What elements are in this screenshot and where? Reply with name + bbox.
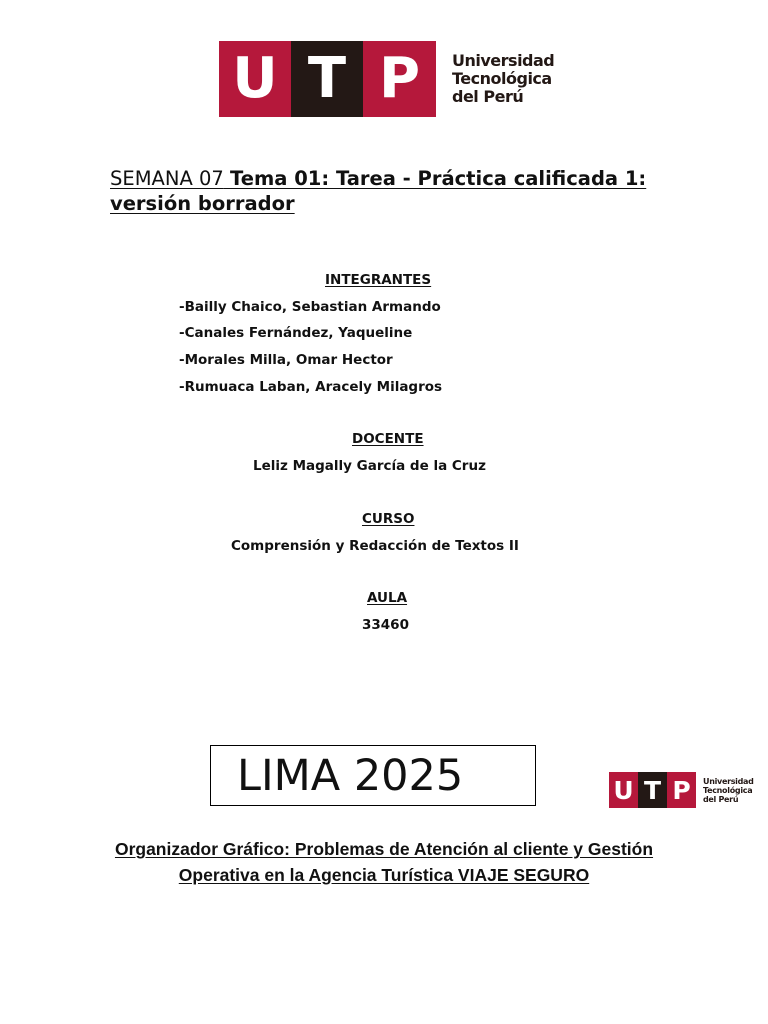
city-year-box: [210, 745, 536, 806]
course-heading: CURSO: [362, 511, 415, 527]
logo-brand-line-3: del Perú: [703, 794, 739, 804]
teacher-name: Leliz Magally García de la Cruz: [253, 458, 486, 474]
logo-letter-u: U: [219, 41, 291, 117]
classroom-heading: AULA: [367, 590, 408, 606]
logo-brand-line-2: Tecnológica: [703, 785, 753, 795]
document-subtitle: [94, 836, 674, 888]
teacher-heading: DOCENTE: [352, 431, 424, 447]
utp-logo-small: [609, 772, 754, 808]
utp-logo-large: [219, 41, 554, 117]
title-week: SEMANA 07: [110, 167, 224, 190]
member-name: -Rumuaca Laban, Aracely Milagros: [179, 379, 443, 395]
logo-blocks: [219, 41, 436, 117]
subtitle-line-2: Operativa en la Agencia Turística VIAJE SEGURO: [178, 865, 590, 885]
classroom-number: 33460: [362, 617, 409, 633]
logo-brand-line-3: del Perú: [452, 87, 524, 106]
member-name: -Bailly Chaico, Sebastian Armando: [179, 299, 441, 315]
logo-brand-line-1: Universidad: [703, 776, 754, 786]
member-name: -Canales Fernández, Yaqueline: [179, 325, 413, 341]
logo-letter-t: T: [291, 41, 363, 117]
logo-brand-text: [703, 777, 754, 804]
logo-letter-p: P: [667, 772, 696, 808]
logo-letter-t: T: [638, 772, 667, 808]
course-name: Comprensión y Redacción de Textos II: [231, 538, 519, 554]
logo-letter-p: P: [363, 41, 436, 117]
members-heading: INTEGRANTES: [325, 272, 432, 288]
logo-brand-line-1: Universidad: [452, 51, 555, 70]
logo-letter-u: U: [609, 772, 638, 808]
document-title: [110, 166, 670, 216]
logo-brand-line-2: Tecnológica: [452, 69, 552, 88]
subtitle-line-1: Organizador Gráfico: Problemas de Atención al cliente y Gestión: [114, 839, 654, 859]
city-year-text: LIMA 2025: [237, 751, 464, 801]
logo-brand-text: [452, 52, 554, 106]
title-topic: Tema 01: Tarea - Práctica calificada 1: versión borrador: [110, 167, 647, 215]
member-name: -Morales Milla, Omar Hector: [179, 352, 393, 368]
